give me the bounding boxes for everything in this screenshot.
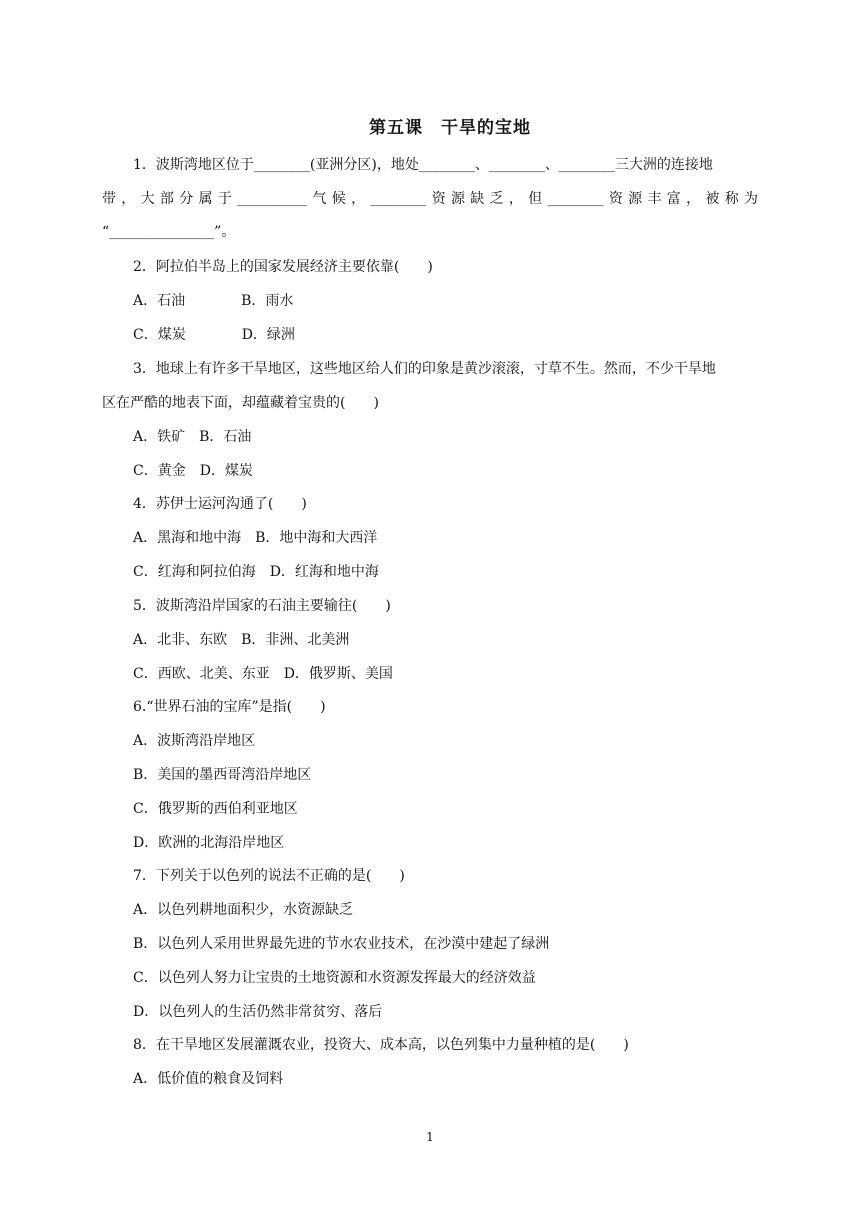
question-2-option-line-2: C．煤炭 D．绿洲: [133, 327, 295, 343]
question-8-option-a: A．低价值的粮食及饲料: [133, 1071, 284, 1087]
question-3-option-line-1: A．铁矿 B．石油: [133, 429, 252, 445]
question-4-option-line-2: C．红海和阿拉伯海 D．红海和地中海: [133, 564, 379, 580]
question-7-option-a: A．以色列耕地面积少，水资源缺乏: [133, 902, 354, 918]
question-6-stem: 6.“世界石油的宝库”是指( ): [133, 699, 326, 715]
question-3-option-line-2: C．黄金 D．煤炭: [133, 463, 253, 479]
question-6-option-d: D．欧洲的北海沿岸地区: [133, 835, 285, 851]
question-2-option-line-1: A．石油 B．雨水: [133, 293, 294, 309]
question-4-stem: 4．苏伊士运河沟通了( ): [133, 496, 307, 512]
question-1-line-3: “_______________”。: [102, 224, 236, 240]
question-5-stem: 5．波斯湾沿岸国家的石油主要输往( ): [133, 598, 391, 614]
question-7-option-d: D．以色列人的生活仍然非常贫穷、落后: [133, 1004, 383, 1020]
question-4-option-line-1: A．黑海和地中海 B．地中海和大西洋: [133, 530, 378, 546]
question-2-stem: 2．阿拉伯半岛上的国家发展经济主要依靠( ): [133, 259, 433, 275]
question-7-stem: 7．下列关于以色列的说法不正确的是( ): [133, 868, 405, 884]
question-6-option-b: B．美国的墨西哥湾沿岸地区: [133, 767, 312, 783]
question-1-line-1: 1．波斯湾地区位于________(亚洲分区)，地处________、________、________三大洲的连接地: [133, 157, 713, 173]
question-8-stem: 8．在干旱地区发展灌溉农业，投资大、成本高，以色列集中力量种植的是( ): [133, 1037, 629, 1053]
question-7-option-c: C．以色列人努力让宝贵的土地资源和水资源发挥最大的经济效益: [133, 970, 536, 986]
question-6-option-a: A．波斯湾沿岸地区: [133, 733, 256, 749]
page-title: 第五课 干旱的宝地: [369, 118, 531, 138]
question-7-option-b: B．以色列人采用世界最先进的节水农业技术，在沙漠中建起了绿洲: [133, 936, 550, 952]
question-5-option-line-1: A．北非、东欧 B．非洲、北美洲: [133, 632, 350, 648]
question-3-line-1: 3．地球上有许多干旱地区，这些地区给人们的印象是黄沙滚滚，寸草不生。然而，不少干旱地: [133, 361, 716, 377]
question-1-line-2: 带，大部分属于__________气候，________资源缺乏，但________资源丰富，被称为: [102, 191, 758, 207]
question-3-line-2: 区在严酷的地表下面，却蕴藏着宝贵的( ): [102, 395, 379, 411]
question-5-option-line-2: C．西欧、北美、东亚 D．俄罗斯、美国: [133, 666, 393, 682]
question-6-option-c: C．俄罗斯的西伯利亚地区: [133, 801, 298, 817]
page-number: 1: [426, 1130, 434, 1144]
